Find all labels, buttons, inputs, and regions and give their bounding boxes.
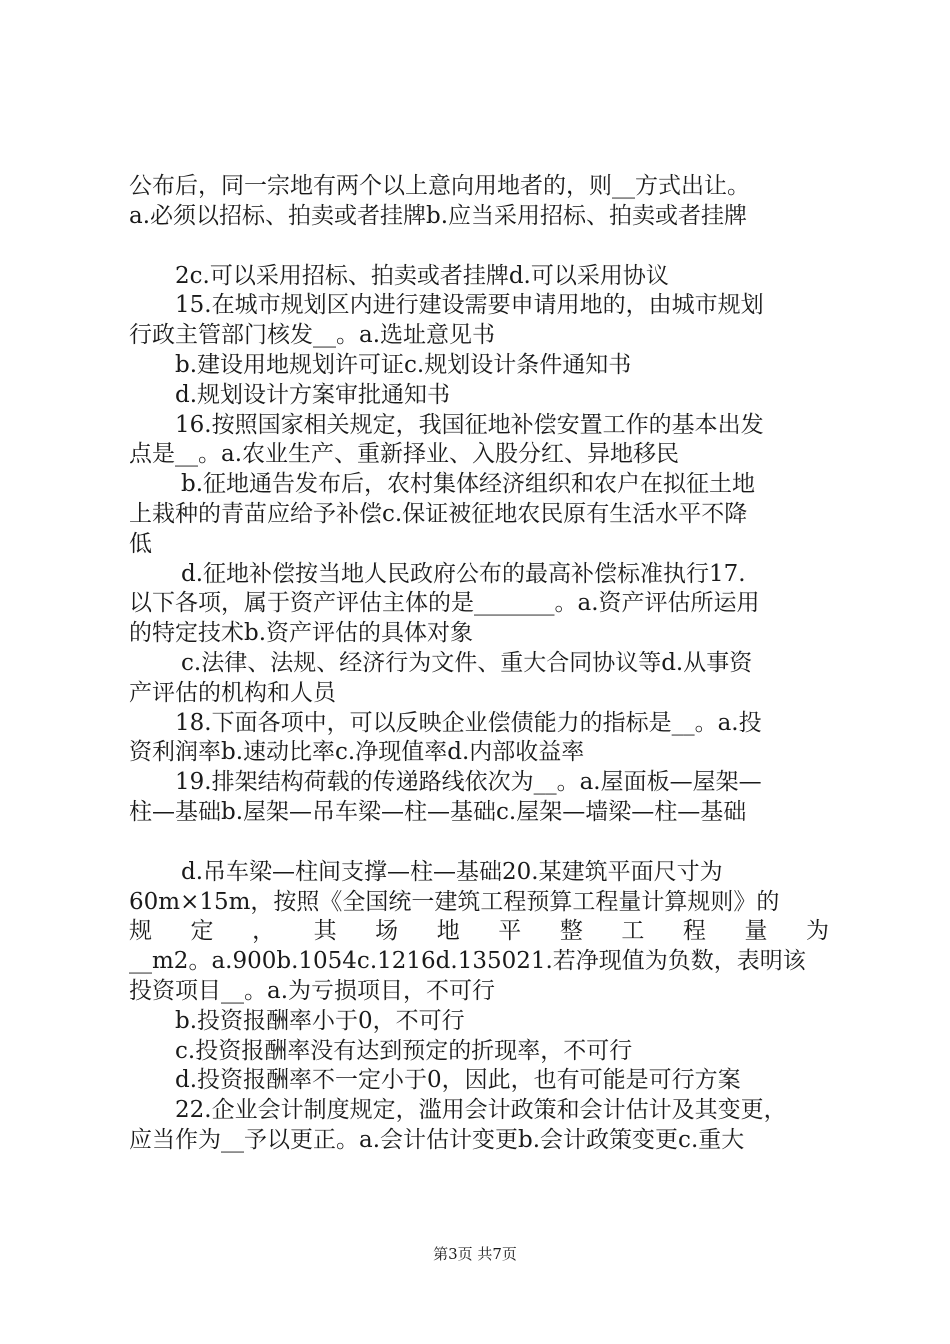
text-line: 18.下面各项中，可以反映企业偿债能力的指标是__。a.投 bbox=[175, 709, 762, 736]
text-line: b.投资报酬率小于0，不可行 bbox=[175, 1007, 465, 1034]
text-line: b.建设用地规划许可证c.规划设计条件通知书 bbox=[175, 351, 632, 378]
text-line-spaced: 规定，其场地平整工程量为 bbox=[129, 918, 829, 945]
text-line: d.规划设计方案审批通知书 bbox=[175, 381, 451, 408]
text-line: 投资项目__。a.为亏损项目，不可行 bbox=[129, 977, 496, 1004]
text-line: a.必须以招标、拍卖或者挂牌b.应当采用招标、拍卖或者挂牌 bbox=[129, 202, 748, 229]
text-line: 15.在城市规划区内进行建设需要申请用地的，由城市规划 bbox=[175, 292, 764, 319]
text-line: 公布后，同一宗地有两个以上意向用地者的，则__方式出让。 bbox=[129, 173, 750, 199]
text-line: c.投资报酬率没有达到预定的折现率，不可行 bbox=[175, 1037, 633, 1064]
text-line: c.法律、法规、经济行为文件、重大合同协议等d.从事资 bbox=[181, 649, 753, 676]
paragraph-gap bbox=[129, 828, 829, 858]
text-line: 2c.可以采用招标、拍卖或者挂牌d.可以采用协议 bbox=[175, 262, 669, 289]
text-line: 点是__。a.农业生产、重新择业、入股分红、异地移民 bbox=[129, 441, 680, 468]
text-line: d.吊车梁—柱间支撑—柱—基础20.某建筑平面尺寸为 bbox=[181, 858, 723, 885]
text-line: 行政主管部门核发__。a.选址意见书 bbox=[129, 322, 496, 349]
text-line: 60m×15m，按照《全国统一建筑工程预算工程量计算规则》的 bbox=[129, 888, 780, 915]
text-line: 上栽种的青苗应给予补偿c.保证被征地农民原有生活水平不降 bbox=[129, 500, 748, 527]
paragraph-gap bbox=[129, 232, 829, 262]
text-line: 产评估的机构和人员 bbox=[129, 679, 336, 706]
text-line: 以下各项，属于资产评估主体的是_______。a.资产评估所运用 bbox=[129, 590, 760, 617]
text-line: d.投资报酬率不一定小于0，因此，也有可能是可行方案 bbox=[175, 1067, 741, 1094]
text-line: 柱—基础b.屋架—吊车梁—柱—基础c.屋架—墙梁—柱—基础 bbox=[129, 798, 747, 825]
text-line: 资利润率b.速动比率c.净现值率d.内部收益率 bbox=[129, 739, 585, 766]
document-body bbox=[129, 172, 829, 1156]
text-line: 应当作为__予以更正。a.会计估计变更b.会计政策变更c.重大 bbox=[129, 1126, 745, 1153]
text-line: 16.按照国家相关规定，我国征地补偿安置工作的基本出发 bbox=[175, 411, 764, 438]
text-line: 的特定技术b.资产评估的具体对象 bbox=[129, 620, 474, 647]
text-line: __m2。a.900b.1054c.1216d.135021.若净现值为负数，表明该 bbox=[129, 948, 806, 975]
text-line: b.征地通告发布后，农村集体经济组织和农户在拟征土地 bbox=[181, 471, 756, 498]
text-line: 19.排架结构荷载的传递路线依次为__。a.屋面板—屋架— bbox=[175, 769, 762, 796]
text-line: 22.企业会计制度规定，滥用会计政策和会计估计及其变更， bbox=[175, 1097, 787, 1124]
text-line: d.征地补偿按当地人民政府公布的最高补偿标准执行17. bbox=[181, 560, 746, 587]
text-line: 低 bbox=[129, 530, 152, 557]
page-number: 第3页 共7页 bbox=[433, 1245, 517, 1263]
